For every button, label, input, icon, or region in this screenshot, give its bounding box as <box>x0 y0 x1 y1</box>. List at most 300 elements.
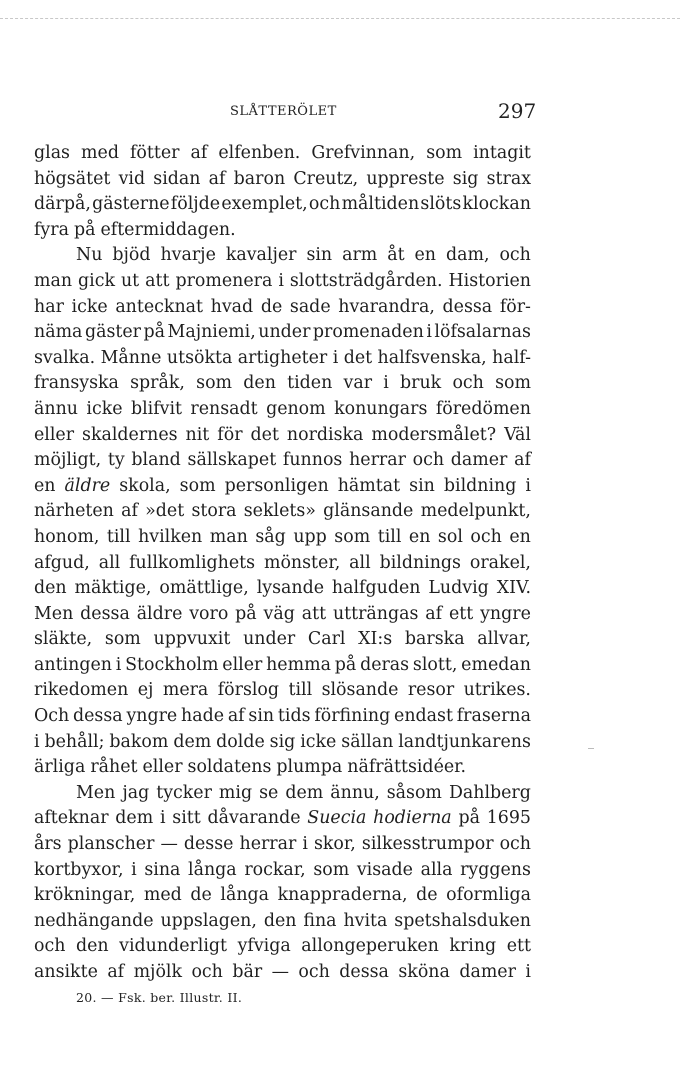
word: glas <box>34 143 70 163</box>
text-line <box>34 397 531 423</box>
word: på <box>235 603 257 624</box>
word: slott, <box>412 654 458 675</box>
word: af <box>425 603 443 624</box>
word: herrar <box>349 450 406 471</box>
word: ett <box>506 936 531 957</box>
word: — <box>271 962 289 982</box>
word: Månne <box>100 347 162 368</box>
word: och <box>470 526 502 547</box>
word: medelpunkt, <box>420 501 531 522</box>
word: det <box>250 424 279 445</box>
word: af <box>190 143 208 163</box>
word: och <box>298 962 330 982</box>
word: i <box>426 322 432 343</box>
word: planscher <box>67 834 155 855</box>
word: hade <box>181 706 225 727</box>
word: i <box>525 962 531 982</box>
word: i <box>278 270 284 291</box>
word: och <box>191 962 223 982</box>
text-line <box>34 167 531 193</box>
text-line <box>34 909 531 935</box>
word: deras <box>360 654 410 675</box>
word: man <box>209 526 248 547</box>
word: i <box>302 834 308 855</box>
word: stora <box>191 501 237 522</box>
word: kring <box>449 936 497 957</box>
word: hämtat <box>337 475 401 496</box>
word: lysande <box>256 578 324 599</box>
word: och <box>34 936 66 957</box>
word: hvarandra, <box>338 296 435 317</box>
word: Majniemi, <box>167 322 256 343</box>
word: sol <box>437 526 463 547</box>
word: rockar, <box>244 859 306 880</box>
word: de <box>190 885 212 906</box>
word: på <box>143 322 166 343</box>
word: Carl <box>307 629 346 650</box>
word: dessa <box>80 603 130 624</box>
word: fina <box>303 910 337 931</box>
word: ryggens <box>460 859 531 880</box>
word: bildning <box>443 475 517 496</box>
word: konungars <box>334 398 428 419</box>
word: oformliga <box>446 885 531 906</box>
word: i <box>383 373 389 394</box>
word: omättlige, <box>159 578 249 599</box>
word: som <box>426 143 463 163</box>
word: — <box>160 834 178 855</box>
text-line <box>34 960 531 986</box>
word: och <box>412 450 445 471</box>
word: soldatens <box>187 757 272 778</box>
word: Men <box>34 603 74 624</box>
word: dessa <box>339 962 389 982</box>
word: alla <box>420 859 453 880</box>
word: äldre <box>136 603 183 624</box>
word: den <box>243 373 276 394</box>
word: spetshalsduken <box>394 910 531 931</box>
word: eftermiddagen. <box>100 219 236 240</box>
word: långa <box>188 859 237 880</box>
word: uppvuxit <box>153 629 231 650</box>
word: baron <box>233 168 286 189</box>
word: väg <box>263 603 295 624</box>
word: hvad <box>210 296 254 317</box>
word: antecknat <box>115 296 203 317</box>
word: intagit <box>473 143 531 163</box>
text-line <box>34 499 531 525</box>
word: yfviga <box>237 936 291 957</box>
word: behåll; <box>44 731 105 752</box>
word: ärliga <box>34 757 86 778</box>
word: allongeperuken <box>301 936 439 957</box>
word: långa <box>220 885 270 906</box>
word: artigheter <box>237 347 328 368</box>
text-line <box>34 755 531 781</box>
word: mig <box>218 782 253 803</box>
word: mjölk <box>133 962 183 982</box>
word: icke <box>86 398 123 419</box>
word: ty <box>107 450 125 471</box>
word: promenaden <box>312 322 424 343</box>
text-line <box>34 678 531 704</box>
scan-edge-line <box>0 18 680 19</box>
word: desse <box>183 834 234 855</box>
word: en <box>408 526 431 547</box>
word: skor, <box>313 834 356 855</box>
word: af <box>514 450 531 471</box>
word: föredömen <box>435 398 531 419</box>
word: landtjunkarens <box>398 731 531 752</box>
word: mäktige, <box>74 578 152 599</box>
word: halfguden <box>331 578 421 599</box>
word: Creutz, <box>293 168 359 189</box>
text-line <box>34 141 531 167</box>
word: ut <box>120 270 140 291</box>
word: honom, <box>34 526 100 547</box>
word: klockan <box>462 194 531 215</box>
word: man <box>34 270 73 291</box>
word: Grefvinnan, <box>311 143 416 163</box>
word: »det <box>145 501 185 522</box>
word: för <box>217 424 243 445</box>
text-line <box>34 858 531 884</box>
word: ännu, <box>330 782 380 803</box>
word: en <box>34 475 56 496</box>
word: förfining <box>314 706 391 727</box>
word: mönster, <box>263 552 341 573</box>
word: i <box>131 859 137 880</box>
word: till <box>288 680 313 701</box>
word: nit <box>185 424 210 445</box>
word: och <box>499 245 531 266</box>
word: i <box>525 475 531 496</box>
word: plumpa <box>276 757 343 778</box>
word: arm <box>342 245 378 266</box>
word: dem <box>285 782 324 803</box>
word: som <box>313 859 350 880</box>
word: fransyska <box>34 373 119 394</box>
text-line <box>34 346 531 372</box>
word: halfsvenska, <box>377 347 487 368</box>
text-line <box>34 448 531 474</box>
word: bjöd <box>112 245 151 266</box>
text-line <box>34 832 531 858</box>
word: blifvit <box>130 398 183 419</box>
word: gästerne <box>92 194 170 215</box>
word: half- <box>492 347 531 368</box>
word: i <box>159 808 166 829</box>
word: det <box>343 347 373 368</box>
signature-mark: 20. — Fsk. ber. Illustr. II. <box>76 990 243 1005</box>
word: yngre <box>126 706 178 727</box>
word: sköna <box>398 962 450 982</box>
word: löfsalarnas <box>434 322 531 343</box>
word: Väl <box>504 424 531 445</box>
word: års <box>34 834 62 855</box>
word: resor <box>407 680 455 701</box>
italic-word: hodierna <box>373 808 452 829</box>
word: emedan <box>461 654 531 675</box>
word: bildnings <box>379 552 461 573</box>
word: damer <box>459 962 516 982</box>
text-line <box>34 602 531 628</box>
word: dolde <box>216 731 265 752</box>
word: och <box>499 834 531 855</box>
word: hvilken <box>138 526 203 547</box>
word: strax <box>486 168 531 189</box>
word: följde <box>170 194 221 215</box>
word: eller <box>142 757 183 778</box>
word: sällskapet <box>187 450 277 471</box>
word: XIV. <box>496 578 531 599</box>
text-line <box>34 320 531 346</box>
page-number: 297 <box>498 99 537 123</box>
word: näma <box>34 322 83 343</box>
word: afteknar <box>34 808 109 829</box>
text-line <box>34 551 531 577</box>
word: sällan <box>341 731 394 752</box>
margin-mark <box>588 748 594 749</box>
word: med <box>81 143 119 163</box>
word: uppslagen, <box>160 910 257 931</box>
word: gick <box>78 270 116 291</box>
word: af <box>208 168 226 189</box>
word: såsom <box>386 782 442 803</box>
word: tycker <box>156 782 212 803</box>
word: sitt <box>172 808 201 829</box>
word: och <box>308 194 341 215</box>
word: skola, <box>119 475 171 496</box>
word: till <box>106 526 131 547</box>
word: fyra <box>34 219 69 240</box>
word: herrar <box>239 834 297 855</box>
word: icke <box>71 296 108 317</box>
word: under <box>258 322 311 343</box>
word: af <box>107 962 125 982</box>
word: Historien <box>448 270 531 291</box>
word: bruk <box>400 373 442 394</box>
text-line <box>34 627 531 653</box>
word: har <box>34 296 64 317</box>
text-line <box>34 269 531 295</box>
word: uppreste <box>366 168 445 189</box>
word: förslog <box>217 680 280 701</box>
word: nedhängande <box>34 910 154 931</box>
word: Ludvig <box>428 578 489 599</box>
word: krökningar, <box>34 885 136 906</box>
word: vidunderligt <box>119 936 228 957</box>
word: eller <box>34 424 75 445</box>
word: kavaljer <box>225 245 297 266</box>
word: promenera <box>175 270 273 291</box>
text-line <box>34 730 531 756</box>
text-line <box>34 934 531 960</box>
italic-word: Suecia <box>307 808 367 829</box>
word: dessa <box>73 706 123 727</box>
word: hvita <box>343 910 388 931</box>
word: endast <box>394 706 453 727</box>
word: bland <box>131 450 181 471</box>
italic-word: äldre <box>64 475 111 496</box>
word: dam, <box>445 245 490 266</box>
word: och <box>452 373 484 394</box>
word: i <box>332 347 339 368</box>
word: 1695 <box>486 808 531 829</box>
word: jag <box>122 782 150 803</box>
word: de <box>260 296 283 317</box>
word: på <box>458 808 480 829</box>
word: genom <box>266 398 326 419</box>
word: tiden <box>287 373 333 394</box>
word: exemplet, <box>221 194 308 215</box>
text-line <box>34 525 531 551</box>
word: dem <box>173 731 212 752</box>
word: personligen <box>224 475 329 496</box>
word: släkte, <box>34 629 93 650</box>
word: utrikes. <box>463 680 531 701</box>
word: de <box>416 885 438 906</box>
word: dem <box>115 808 154 829</box>
word: ett <box>448 603 474 624</box>
word: damer <box>450 450 508 471</box>
word: rikedomen <box>34 680 129 701</box>
word: nordiska <box>286 424 364 445</box>
word: att <box>145 270 170 291</box>
word: visade <box>356 859 413 880</box>
word: ännu <box>34 398 78 419</box>
word: ej <box>137 680 154 701</box>
word: sade <box>289 296 331 317</box>
word: dessa <box>442 296 493 317</box>
text-line <box>34 218 531 244</box>
word: sina <box>144 859 181 880</box>
word: bakom <box>109 731 169 752</box>
word: antingen <box>34 654 112 675</box>
word: barska <box>404 629 465 650</box>
word: fötter <box>129 143 180 163</box>
word: såg <box>255 526 286 547</box>
word: som <box>104 629 141 650</box>
word: som <box>334 526 371 547</box>
word: utsökta <box>166 347 233 368</box>
word: slöts <box>420 194 462 215</box>
word: yngre <box>480 603 531 624</box>
word: seklets» <box>243 501 316 522</box>
word: som <box>196 373 233 394</box>
word: näfrättsidéer. <box>347 757 467 778</box>
word: se <box>259 782 279 803</box>
word: att <box>301 603 327 624</box>
word: den <box>75 936 109 957</box>
running-head: SLÅTTERÖLET <box>230 104 337 119</box>
word: som <box>495 373 531 394</box>
word: utträngas <box>332 603 419 624</box>
word: allvar, <box>477 629 531 650</box>
word: en <box>414 245 437 266</box>
word: ansikte <box>34 962 98 982</box>
word: upp <box>293 526 327 547</box>
word: Men <box>76 782 116 803</box>
word: eller <box>222 654 263 675</box>
word: till <box>377 526 402 547</box>
word: tids <box>277 706 311 727</box>
word: modersmålet? <box>371 424 497 445</box>
text-line <box>34 474 531 500</box>
word: XI:s <box>358 629 393 650</box>
word: närheten <box>34 501 114 522</box>
word: svalka. <box>34 347 96 368</box>
word: funnos <box>282 450 343 471</box>
word: vid <box>118 168 146 189</box>
word: af <box>121 501 138 522</box>
word: mera <box>162 680 209 701</box>
word: gäster <box>84 322 141 343</box>
word: Och <box>34 706 70 727</box>
word: språk, <box>130 373 185 394</box>
text-line <box>34 192 531 218</box>
word: för- <box>499 296 531 317</box>
word: voro <box>189 603 229 624</box>
word: råhet <box>90 757 138 778</box>
text-line <box>34 295 531 321</box>
word: var <box>343 373 373 394</box>
text-line <box>34 704 531 730</box>
word: sig <box>452 168 479 189</box>
word: afgud, <box>34 552 90 573</box>
word: i <box>115 654 122 675</box>
word: rensadt <box>190 398 258 419</box>
word: i <box>34 731 40 752</box>
text-line <box>34 806 531 832</box>
word: kortbyxor, <box>34 859 124 880</box>
word: Dahlberg <box>448 782 531 803</box>
word: silkesstrumpor <box>361 834 494 855</box>
word: knappraderna, <box>277 885 408 906</box>
word: sin <box>248 706 275 727</box>
word: under <box>243 629 296 650</box>
word: all <box>349 552 371 573</box>
body-text <box>34 141 531 986</box>
word: Nu <box>76 245 103 266</box>
word: som <box>179 475 216 496</box>
word: orakel, <box>469 552 531 573</box>
word: elfenben. <box>218 143 301 163</box>
text-line <box>34 576 531 602</box>
text-line <box>34 243 531 269</box>
word: bär <box>232 962 263 982</box>
word: hvarje <box>160 245 216 266</box>
word: på <box>73 219 96 240</box>
word: den <box>263 910 297 931</box>
word: slösande <box>321 680 399 701</box>
word: fullkomlighets <box>129 552 256 573</box>
word: med <box>143 885 182 906</box>
word: Stockholm <box>125 654 219 675</box>
text-line <box>34 423 531 449</box>
word: på <box>334 654 357 675</box>
word: icke <box>300 731 337 752</box>
word: möjligt, <box>34 450 102 471</box>
word: sin <box>409 475 435 496</box>
word: fraserna <box>456 706 531 727</box>
word: dåvarande <box>207 808 301 829</box>
word: skaldernes <box>82 424 178 445</box>
word: den <box>34 578 67 599</box>
word: sidan <box>153 168 201 189</box>
text-line <box>34 653 531 679</box>
word: en <box>509 526 531 547</box>
